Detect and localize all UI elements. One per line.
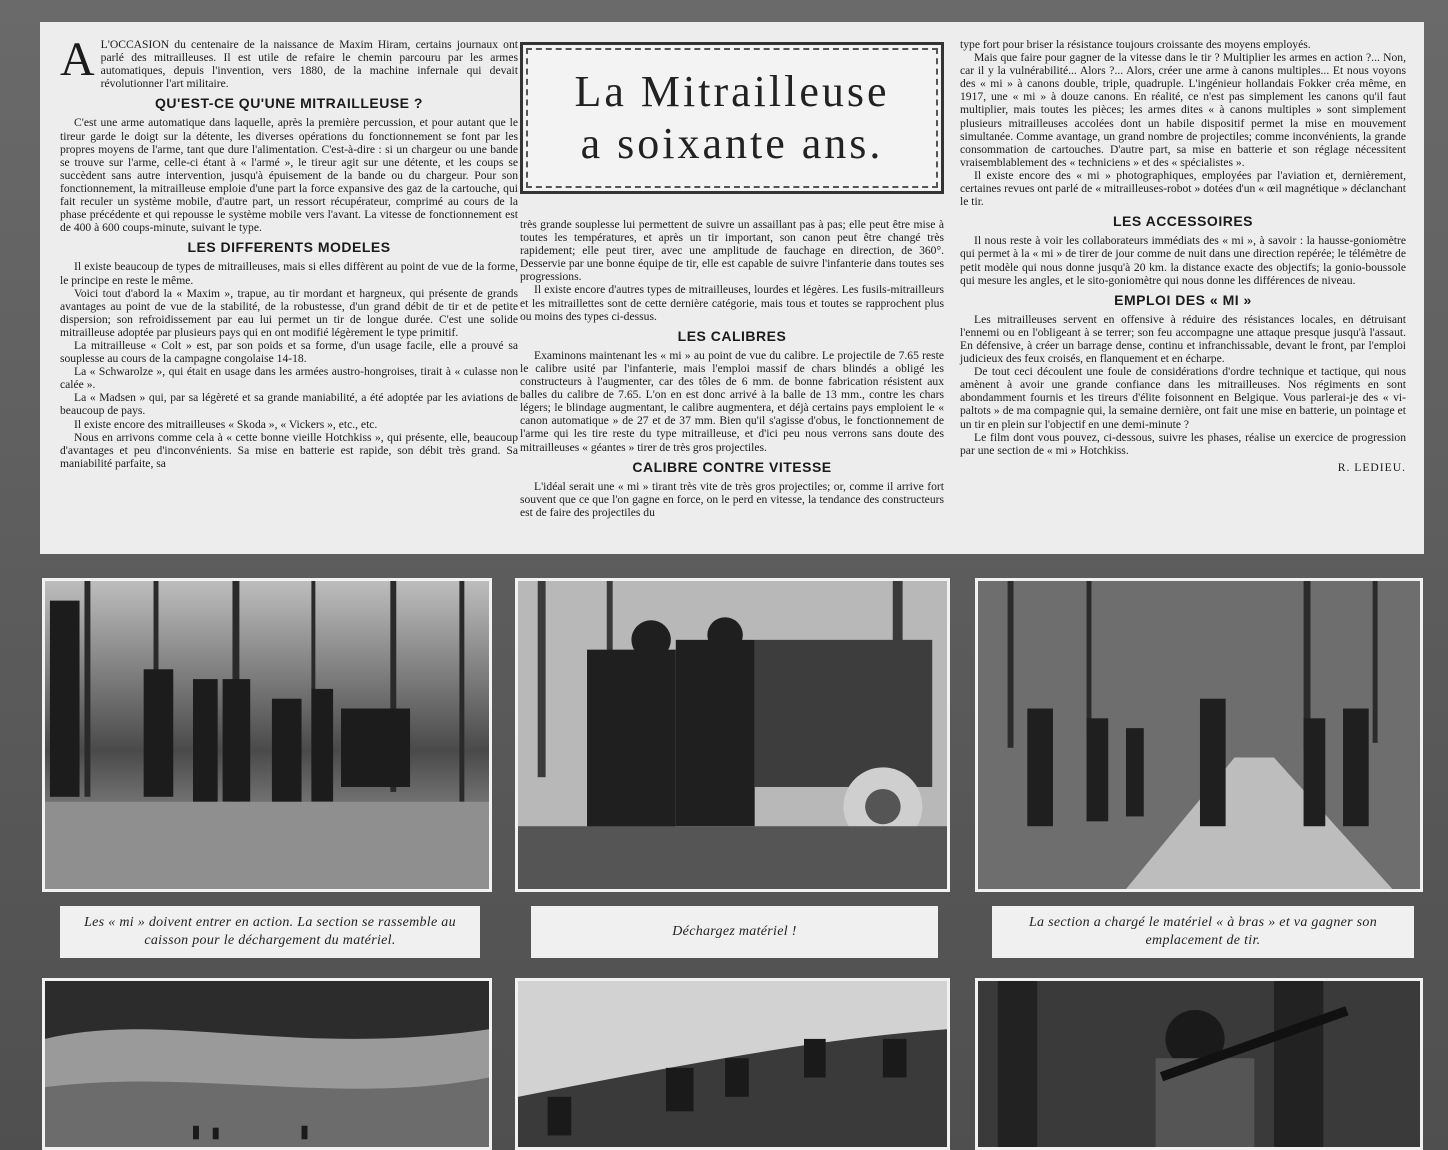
photo-field-landscape	[42, 978, 492, 1150]
paragraph: Examinons maintenant les « mi » au point de vue du calibre. Le projectile de 7.65 reste le calibre usité par l'infanterie, mais l'emploi massif de chars blindés a obligé les constructeurs à l'augmenter, car des tôles de 6 mm. de bonne fabrication résistent aux balles du calibre de 7.65. L'on en est donc arrivé à la balle de 13 mm., contre les chars légers; le blindage augmentant, le calibre augmentera, et déjà certains pays emploient le « canon automatique » de 27 et de 37 mm. Bien qu'il s'agisse d'obus, le fonctionnement de l'arme qui les tire reste du type mitrailleuse, et d'ici peu nous verrons sans doute des mitrailleuses « géantes » tirer de très gros projectiles.	[520, 348, 944, 454]
intro-paragraph: A L'OCCASION du centenaire de la naissance de Maxim Hiram, certains journaux ont parlé des mitrailleuses. Il est utile de refaire le chemin parcouru par les armes automatiques, depuis l'invention, vers 1880, de la machine infernale qui devait révolutionner l'art militaire.	[60, 33, 518, 91]
column-1	[60, 33, 518, 470]
paragraph: La « Madsen » qui, par sa légèreté et sa grande maniabilité, a été adoptée par les aviations de beaucoup de pays.	[60, 391, 518, 418]
paragraph: type fort pour briser la résistance toujours croissante des moyens employés.	[960, 38, 1311, 51]
paragraph: Il existe encore des mitrailleuses « Skoda », « Vickers », etc., etc.	[74, 417, 378, 431]
paragraph: Il existe encore d'autres types de mitrailleuses, lourdes et légères. Les fusils-mitrailleurs et les mitraillettes sont de cette dernière catégorie, mais tous et toutes se rapprochent plus ou moins des types ci-dessus.	[520, 283, 944, 323]
paragraph: Le film dont vous pouvez, ci-dessous, suivre les phases, réalise un exercice de progression par une section de « mi » Hotchkiss.	[960, 430, 1406, 457]
paragraph: La « Schwarolze », qui était en usage dans les armées austro-hongroises, tirait à « culasse non calée ».	[60, 365, 518, 392]
paragraph: L'idéal serait une « mi » tirant très vite de très gros projectiles; or, comme il arrive fort souvent que ce que l'on gagne en force, on le perd en vitesse, la tendance des constructeurs est de faire des projectiles du	[520, 479, 944, 519]
paragraph: De tout ceci découlent une foule de considérations d'ordre technique et tactique, qui nous amènent à avoir une grande confiance dans les mitrailleuses. Nos régiments en sont abondamment fournis et les tireurs d'élite foisonnent en Belgique. Vous parlerai-je des « vi-paltots » de ma compagnie qui, la semaine dernière, ont fait une mise en batterie, un pointage et un tir en plein sur l'objectif en une demi-minute ?	[960, 365, 1406, 431]
title-line-1: La Mitrailleuse	[574, 67, 890, 116]
paragraph: C'est une arme automatique dans laquelle, après la première percussion, et pour autant que le tireur garde le doigt sur la détente, les diverses opérations du fonctionnement se font par les propres moyens de l'arme, tant que dure l'alimentation. C'est-à-dire : si un chargeur ou une bande se trouve sur l'arme, celle-ci étant à « l'armé », le tireur agit sur une détente, et les coups se succèdent sans autre intervention, jusqu'à épuisement de la bande ou du chargeur. Pour son fonctionnement, la mitrailleuse emploie d'une part la force expansive des gaz de la cartouche, qui fait reculer un système mobile, d'autre part, un ressort récupérateur, comprimé au cours de la phase précédente et qui repousse le système mobile vers l'avant. La vitesse de fonctionnement est de 400 à 600 coups-minute, suivant le type.	[60, 116, 518, 235]
title-box	[520, 42, 944, 194]
caption-2: Déchargez matériel !	[531, 906, 938, 958]
photo-soldier-carrying-gun	[975, 978, 1423, 1150]
column-3	[960, 38, 1406, 474]
title-line-2: a soixante ans.	[580, 119, 884, 168]
section-heading-calibres: LES CALIBRES	[677, 327, 787, 344]
paragraph: Il existe beaucoup de types de mitrailleuses, mais si elles diffèrent au point de vue de la forme, le principe en reste le même.	[60, 260, 518, 287]
section-heading-emploi: EMPLOI DES « MI »	[1114, 291, 1252, 308]
section-heading-what: QU'EST-CE QU'UNE MITRAILLEUSE ?	[155, 95, 423, 112]
article-panel	[40, 22, 1424, 554]
paragraph: Mais que faire pour gagner de la vitesse dans le tir ? Multiplier les armes en action ?... Non, car il y la vulnérabilité... Alors ?... Alors, créer une arme à canons multiples... Et nous voyons des « mi » à canons double, triple, quadruple. L'ingénieur hollandais Fokker créa même, en 1917, une « mi » à douze canons. En réalité, ce n'est pas simplement les canons qu'il faut multiplier, mais toutes les pièces; les armes dites « à canons multiples » sont simplement plusieurs mitrailleuses accolées dont un habile dispositif permet la mise en mouvement simultanée. Comme avantage, un grand nombre de projectiles; comme inconvénients, la grande consommation de cartouches. D'autre part, sa mise en batterie et son réglage nécessitent vraisemblablement des « techniciens » et des « spécialistes ».	[960, 51, 1406, 169]
caption-3: La section a chargé le matériel « à bras » et va gagner son emplacement de tir.	[992, 906, 1414, 958]
photo-soldiers-advancing-hill	[515, 978, 950, 1150]
paragraph: Voici tout d'abord la « Maxim », trapue, au tir mordant et hargneux, qui présente de grands avantages au point de vue de la stabilité, de la robustesse, d'un grand débit de tir et de petite dispersion; son refroidissement par eau lui permet un tir de longue durée. C'est une solide mitrailleuse adoptée par plusieurs pays qui en ont modifié légèrement le type primitif.	[60, 286, 518, 339]
section-heading-accessoires: LES ACCESSOIRES	[1112, 213, 1253, 230]
paragraph: Il nous reste à voir les collaborateurs immédiats des « mi », à savoir : la hausse-goniomètre qui permet à la « mi » de tirer de jour comme de nuit dans une direction repérée; le télémètre de petit modèle qui nous donne jusqu'à 20 km. la distance exacte des objectifs; la gonio-boussole qui mesure les angles, et le sito-goniomètre qui nous donne les différences de niveau.	[960, 234, 1406, 287]
paragraph: La mitrailleuse « Colt » est, par son poids et sa forme, d'un usage facile, elle a prouvé sa souplesse au cours de la campagne congolaise 14-18.	[60, 338, 518, 366]
drop-cap: A	[60, 33, 95, 86]
section-heading-models: LES DIFFERENTS MODELES	[187, 239, 391, 256]
paragraph: Il existe encore des « mi » photographiques, employées par l'aviation et, dernièrement, certaines revues ont parlé de « mitrailleuses-robot » dotées d'un « œil magnétique » déclanchant le tir.	[960, 168, 1406, 209]
paragraph: Nous en arrivons comme cela à « cette bonne vieille Hotchkiss », qui présente, elle, beaucoup d'avantages et peu d'inconvénients. Sa mise en batterie est rapide, son débit très grand. Sa maniabilité parfaite, sa	[60, 430, 518, 470]
section-heading-vitesse: CALIBRE CONTRE VITESSE	[632, 458, 832, 475]
column-2	[520, 218, 944, 519]
paragraph: Les mitrailleuses servent en offensive à réduire des résistances locales, en détruisant l'ennemi ou en l'obligeant à se terrer; son feu accompagne une attaque presque jusqu'à l'assaut. En défensive, à créer un barrage dense, continu et infranchissable, devant le front, par l'emploi judicieux des feux croisés, en flanquement et en écharpe.	[960, 312, 1406, 366]
caption-1: Les « mi » doivent entrer en action. La section se rassemble au caisson pour le déchargement du matériel.	[60, 906, 480, 958]
paragraph: très grande souplesse lui permettent de suivre un assaillant pas à pas; elle peut être mise à toutes les températures, et après un tir important, son canon peut être changé très rapidement; elle peut tirer, avec une amplitude de fauchage en direction, de 360°. Desservie par une bonne équipe de tir, elle est capable de suivre l'infanterie dans toutes ses progressions.	[520, 218, 944, 284]
photo-soldiers-at-truck	[42, 578, 492, 892]
photo-unloading-material	[515, 578, 950, 892]
photo-section-on-road	[975, 578, 1423, 892]
author-signature: R. LEDIEU.	[1337, 460, 1406, 474]
